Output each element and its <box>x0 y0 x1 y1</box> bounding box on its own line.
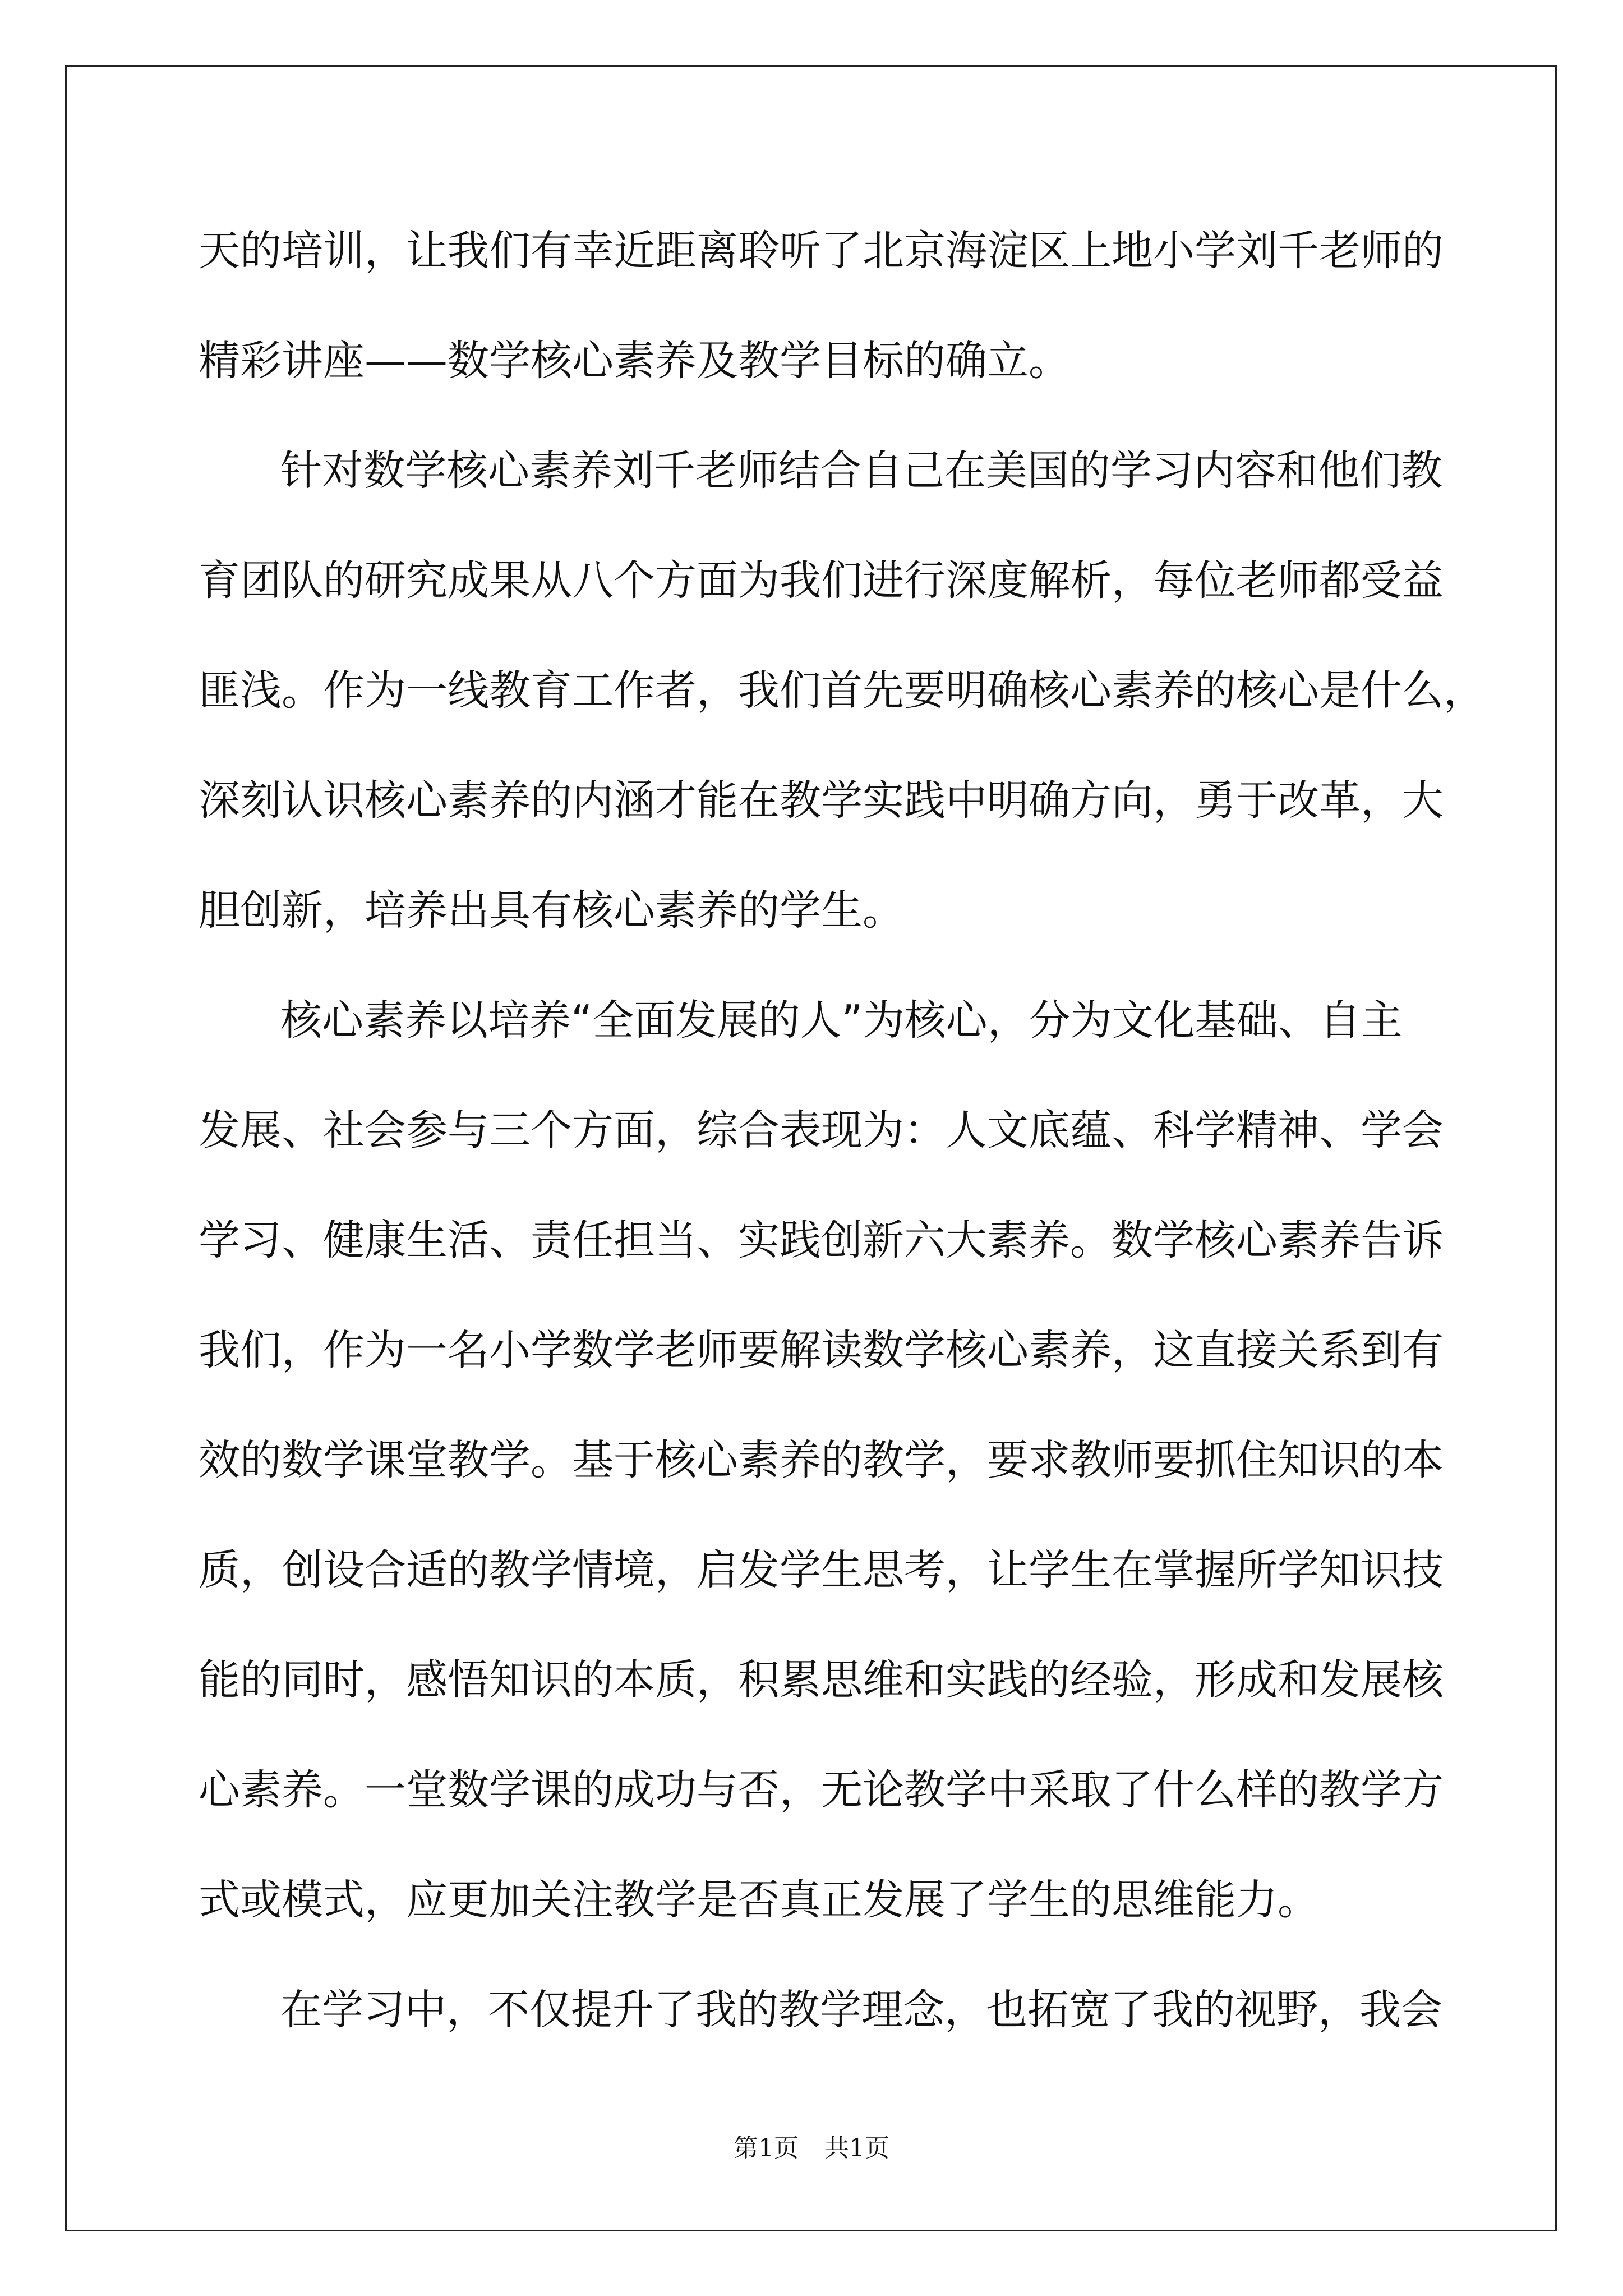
paragraph-line: 发展、社会参与三个方面，综合表现为：人文底蕴、科学精神、学会 <box>199 1106 1444 1154</box>
paragraph-line: 式或模式，应更加关注教学是否真正发展了学生的思维能力。 <box>199 1876 1319 1924</box>
paragraph-line: 育团队的研究成果从八个方面为我们进行深度解析，每位老师都受益 <box>199 556 1444 605</box>
paragraph-line: 质，创设合适的教学情境，启发学生思考，让学生在掌握所学知识技 <box>199 1546 1444 1594</box>
page-number-current: 第1页 <box>734 2134 799 2162</box>
paragraph-line: 天的培训，让我们有幸近距离聆听了北京海淀区上地小学刘千老师的 <box>199 227 1444 275</box>
paragraph-line: 精彩讲座——数学核心素养及教学目标的确立。 <box>199 337 1070 385</box>
paragraph-line: 深刻认识核心素养的内涵才能在教学实践中明确方向，勇于改革，大 <box>199 776 1444 825</box>
paragraph-line: 效的数学课堂教学。基于核心素养的教学，要求教师要抓住知识的本 <box>199 1436 1444 1484</box>
paragraph-line: 心素养。一堂数学课的成功与否，无论教学中采取了什么样的教学方 <box>199 1766 1444 1814</box>
paragraph-line: 针对数学核心素养刘千老师结合自己在美国的学习内容和他们教 <box>280 447 1442 495</box>
paragraph-line: 学习、健康生活、责任担当、实践创新六大素养。数学核心素养告诉 <box>199 1216 1444 1264</box>
paragraph-line: 核心素养以培养“全面发展的人”为核心，分为文化基础、自主 <box>280 996 1403 1045</box>
paragraph-line: 匪浅。作为一线教育工作者，我们首先要明确核心素养的核心是什么， <box>199 666 1485 715</box>
page-footer <box>0 2136 1623 2161</box>
page-number-total: 共1页 <box>824 2134 889 2162</box>
paragraph-line: 胆创新，培养出具有核心素养的学生。 <box>199 886 904 935</box>
paragraph-line: 我们，作为一名小学数学老师要解读数学核心素养，这直接关系到有 <box>199 1326 1444 1374</box>
paragraph-line: 在学习中，不仅提升了我的教学理念，也拓宽了我的视野，我会 <box>280 1986 1442 2034</box>
paragraph-line: 能的同时，感悟知识的本质，积累思维和实践的经验，形成和发展核 <box>199 1656 1444 1704</box>
